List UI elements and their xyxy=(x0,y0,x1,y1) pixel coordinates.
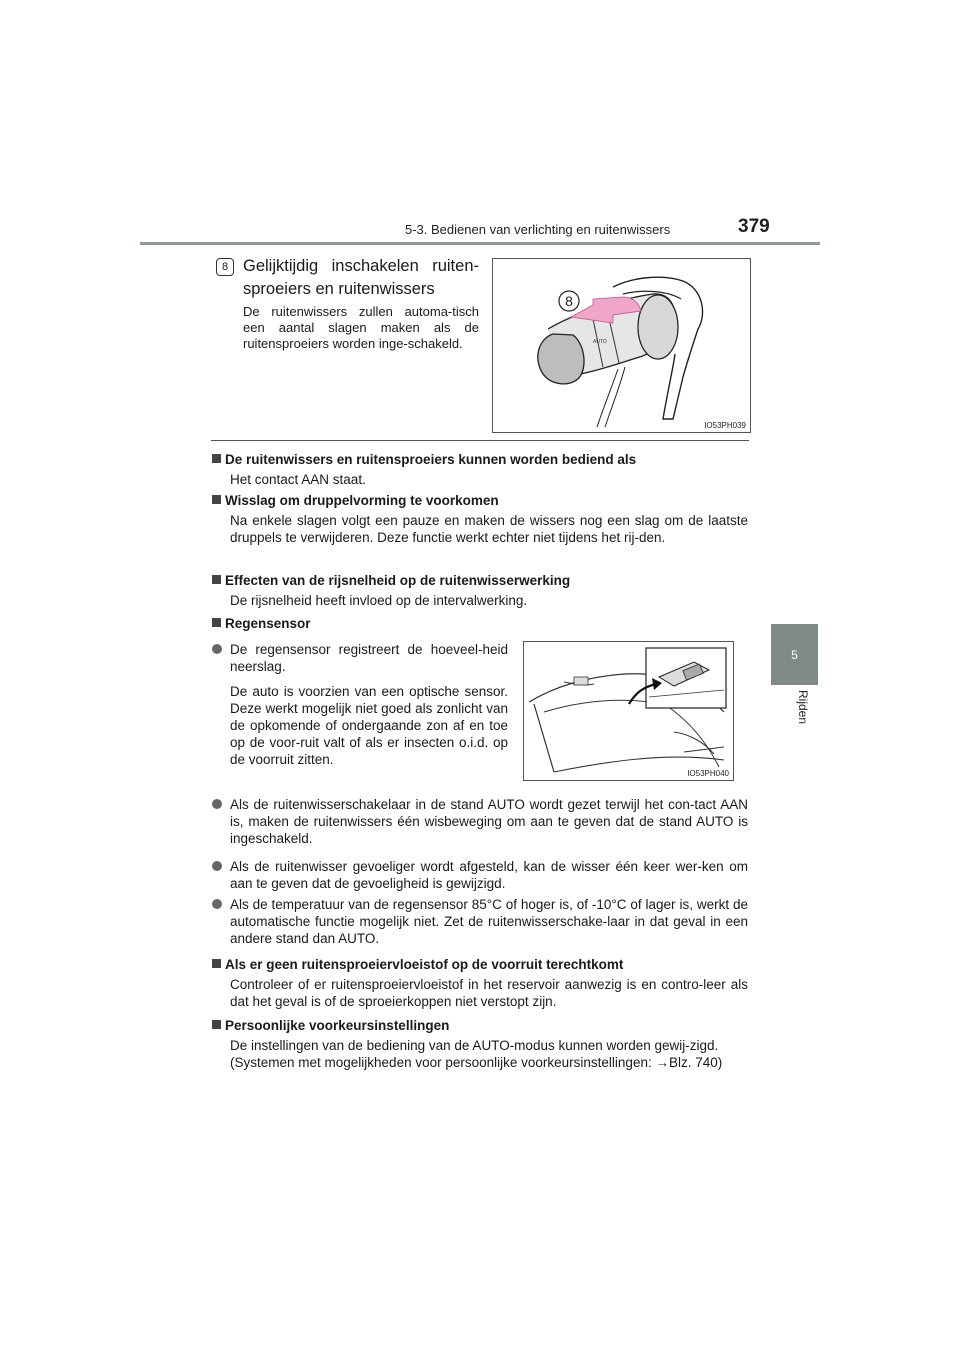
bullet-dot-icon xyxy=(212,799,222,809)
section-operate-conditions xyxy=(212,450,748,488)
callout-number: 8 xyxy=(565,293,573,309)
section-heading: Als er geen ruitensproeiervloeistof op de voorruit terechtkomt xyxy=(225,957,624,972)
rain-sensor-bullet xyxy=(212,896,748,947)
section-heading: Wisslag om druppelvorming te voorkomen xyxy=(225,493,499,508)
section-heading: Regensensor xyxy=(225,616,311,631)
square-bullet-icon xyxy=(212,1020,221,1029)
section-body: Controleer of er ruitensproeiervloeistof in het reservoir aanwezig is en contro-leer als dat het geval is of de sproeierkoppen niet verstopt zijn. xyxy=(230,977,748,1009)
section-heading: De ruitenwissers en ruitensproeiers kunnen worden bediend als xyxy=(225,452,637,467)
item-description: De ruitenwissers zullen automa-tisch een aantal slagen maken als de ruitensproeiers worden inge-schakeld. xyxy=(243,304,479,351)
rain-sensor-bullet xyxy=(212,796,748,847)
section-body: De rijsnelheid heeft invloed op de intervalwerking. xyxy=(230,593,528,608)
square-bullet-icon xyxy=(212,575,221,584)
bullet-dot-icon xyxy=(212,644,222,654)
section-no-washer-fluid xyxy=(212,955,748,1010)
rain-sensor-bullet xyxy=(212,641,508,768)
wiper-lever-figure xyxy=(492,258,751,433)
section-heading: Effecten van de rijsnelheid op de ruitenwisserwerking xyxy=(225,573,571,588)
chapter-tab[interactable] xyxy=(771,624,818,685)
section-body: De instellingen van de bediening van de AUTO-modus kunnen worden gewij-zigd. xyxy=(230,1038,719,1053)
square-bullet-icon xyxy=(212,495,221,504)
item-title: Gelijktijdig inschakelen ruiten-sproeiers en ruitenwissers xyxy=(243,257,479,298)
rain-sensor-bullet xyxy=(212,858,748,892)
item-number-badge: 8 xyxy=(216,258,234,276)
bullet-text: De regensensor registreert de hoeveel-heid neerslag. xyxy=(230,642,508,674)
figure-caption: IO53PH039 xyxy=(704,421,746,430)
section-personal-settings xyxy=(212,1016,748,1071)
section-title: 5-3. Bedienen van verlichting en ruitenwissers xyxy=(405,222,671,237)
section-body: Het contact AAN staat. xyxy=(230,472,366,487)
header-rule xyxy=(140,242,820,245)
square-bullet-icon xyxy=(212,618,221,627)
bullet-text: Als de ruitenwisser gevoeliger wordt afgesteld, kan de wisser één keer wer-ken om aan te geven dat de gevoeligheid is gewijzigd. xyxy=(230,859,748,891)
section-heading: Persoonlijke voorkeursinstellingen xyxy=(225,1018,450,1033)
bullet-detail: De auto is voorzien van een optische sensor. Deze werkt mogelijk niet goed als zonlicht van de opkomende of ondergaande zon af en toe op de voor-ruit valt of als er insecten o.i.d. op de voorruit zitten. xyxy=(230,684,508,767)
rain-sensor-figure xyxy=(523,641,734,781)
section-speed-effects xyxy=(212,571,748,609)
square-bullet-icon xyxy=(212,454,221,463)
section-body: Na enkele slagen volgt een pauze en maken de wissers nog een slag om de laatste druppels te verwijderen. Deze functie werkt echter niet tijdens het rij-den. xyxy=(230,513,748,545)
chapter-label: Rijden xyxy=(796,690,810,725)
square-bullet-icon xyxy=(212,959,221,968)
wiper-lever-illustration xyxy=(493,259,750,432)
section-drip-prevention xyxy=(212,491,748,546)
svg-text:AUTO: AUTO xyxy=(593,339,607,345)
rain-sensor-illustration xyxy=(524,642,733,780)
bullet-text: Als de ruitenwisserschakelaar in de stand AUTO wordt gezet terwijl het con-tact AAN is, maken de ruitenwissers één wisbeweging om aan te geven dat de stand AUTO is ingeschakeld. xyxy=(230,797,748,846)
section-rain-sensor xyxy=(212,614,748,633)
bullet-dot-icon xyxy=(212,899,222,909)
section-divider xyxy=(211,440,749,441)
page-reference-link[interactable]: (Systemen met mogelijkheden voor persoonlijke voorkeursinstellingen: →Blz. 740) xyxy=(230,1055,723,1070)
figure-caption: IO53PH040 xyxy=(687,769,729,778)
bullet-dot-icon xyxy=(212,861,222,871)
bullet-text: Als de temperatuur van de regensensor 85°C of hoger is, of -10°C of lager is, werkt de automatische functie mogelijk niet. Zet de ruitenwisserschake-laar in dat geval in een andere stand dan AUTO. xyxy=(230,897,748,946)
page-number: 379 xyxy=(738,216,770,237)
chapter-number: 5 xyxy=(791,647,798,662)
